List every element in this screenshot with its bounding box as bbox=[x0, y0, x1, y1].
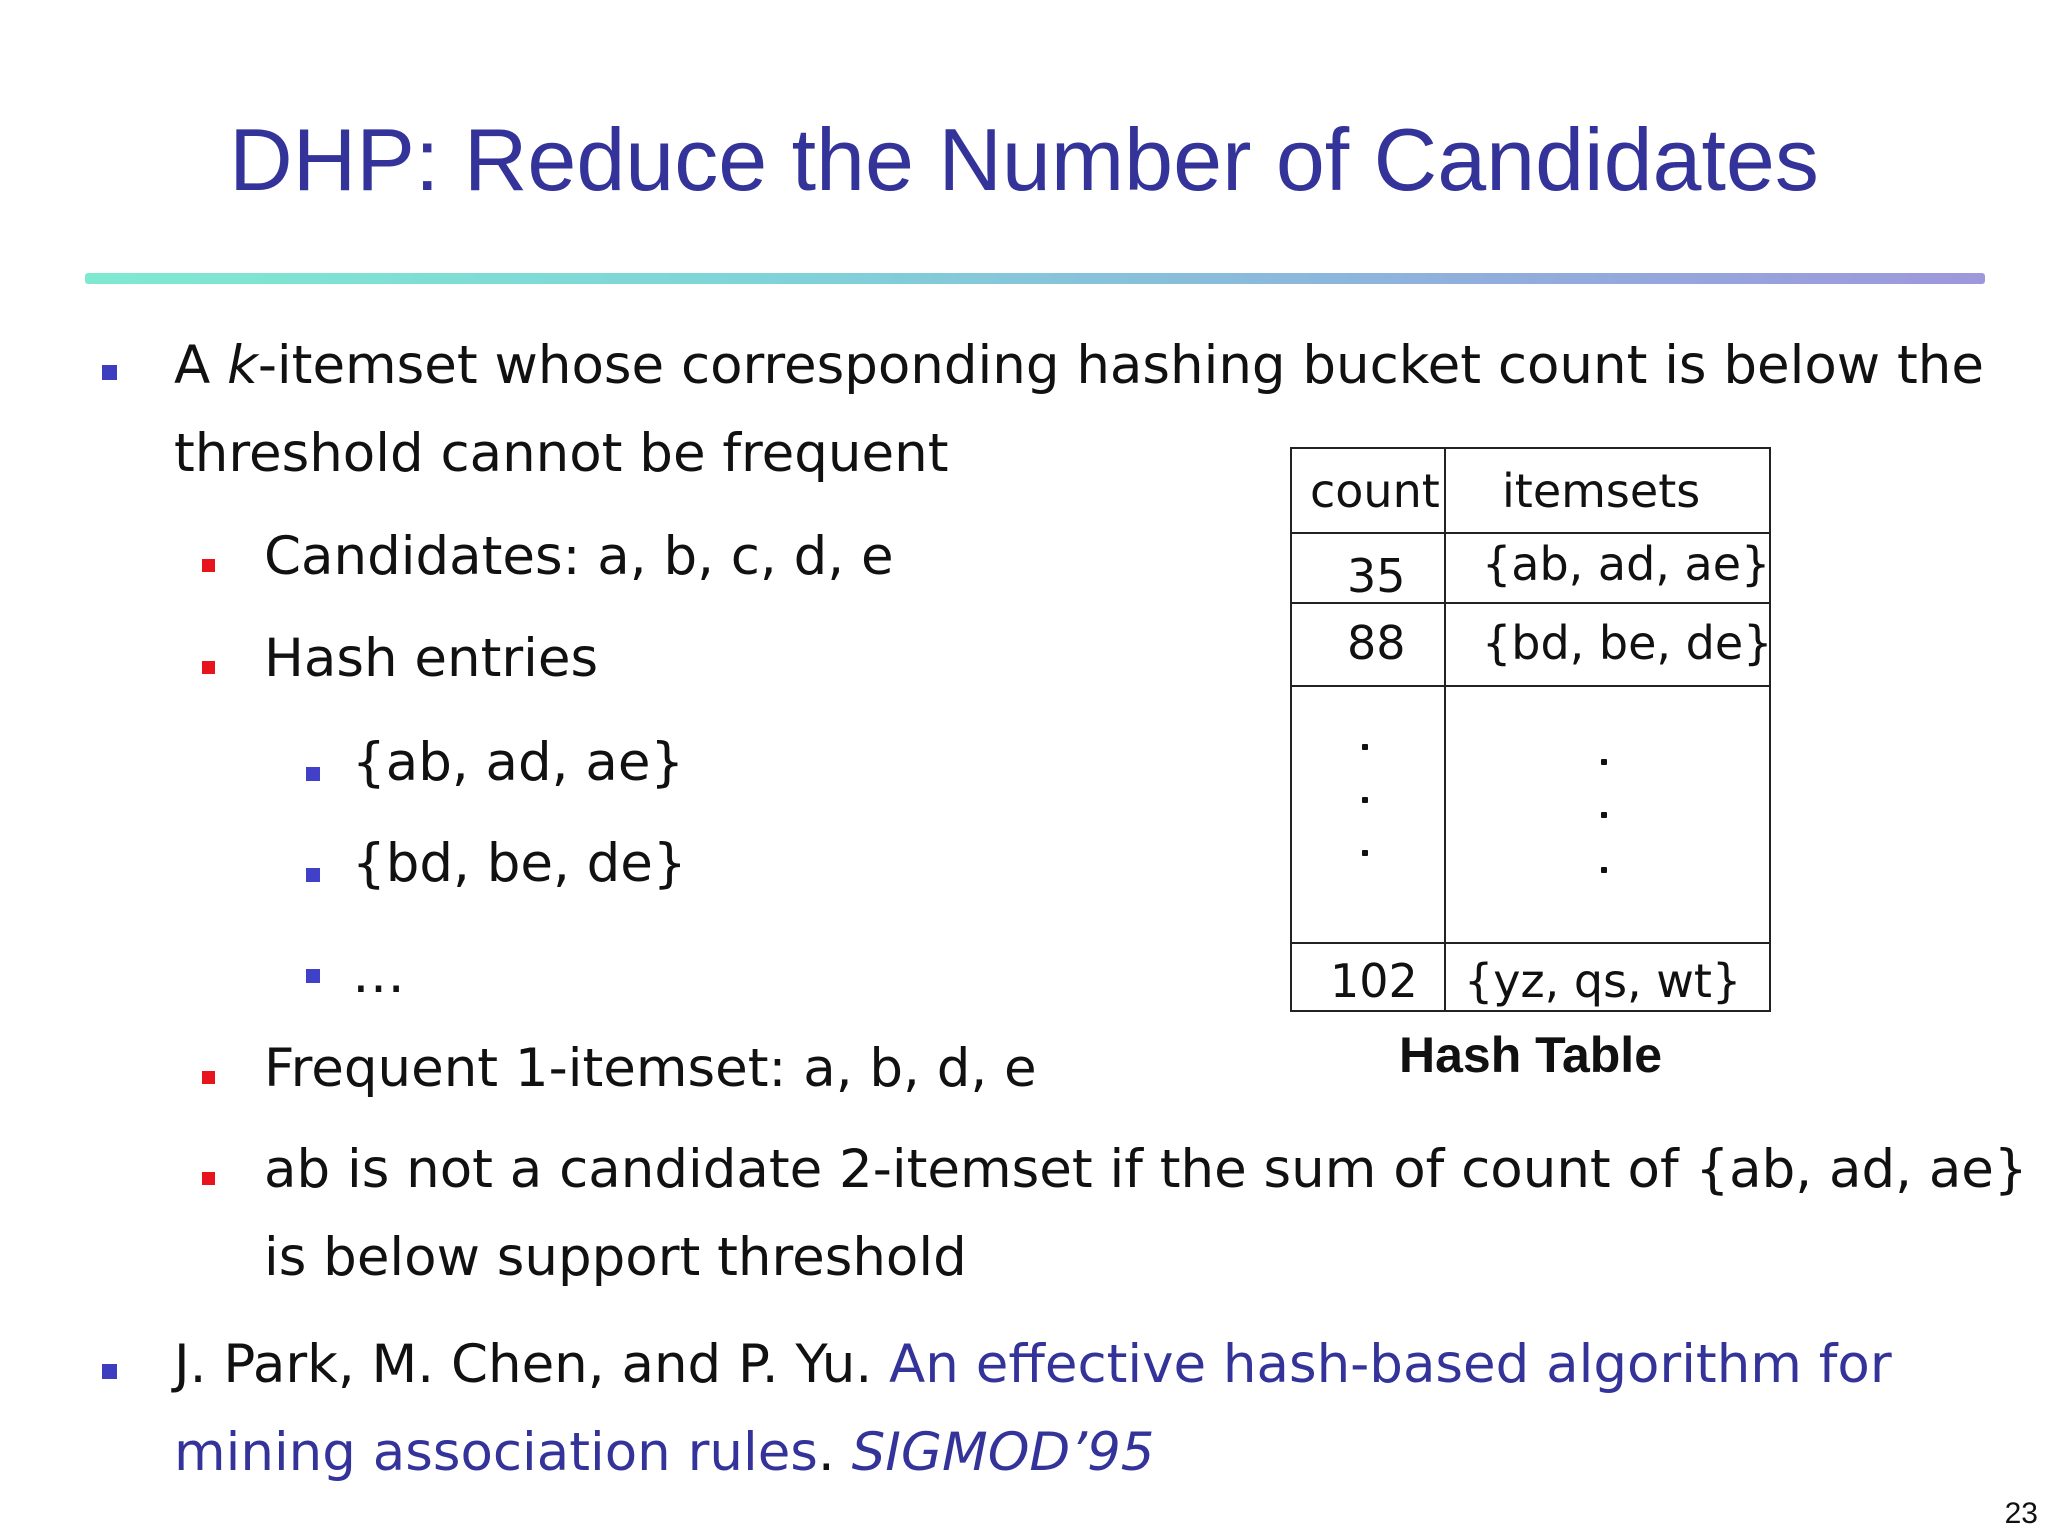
hash-entry-1: {ab, ad, ae} bbox=[352, 732, 685, 793]
table-row-2-count: 88 bbox=[1347, 616, 1406, 670]
reference-title-link-cont[interactable]: mining association rules bbox=[174, 1422, 818, 1483]
hash-entry-2: {bd, be, de} bbox=[352, 833, 687, 894]
sub-bullet-icon bbox=[202, 1172, 215, 1185]
bullet-1-prefix: A bbox=[174, 335, 228, 396]
bullet-1-line-1 bbox=[174, 334, 1984, 398]
table-header-itemsets: itemsets bbox=[1502, 464, 1701, 518]
reference-title-link[interactable]: An effective hash-based algorithm for bbox=[889, 1334, 1892, 1395]
ellipsis-dot bbox=[1601, 867, 1607, 873]
hash-table-caption: Hash Table bbox=[1398, 1027, 1663, 1083]
ellipsis-dot bbox=[1362, 797, 1368, 803]
sub-sub-bullet-icon bbox=[306, 868, 320, 882]
sub-bullet-icon bbox=[202, 661, 215, 674]
reference-authors: J. Park, M. Chen, and P. Yu. bbox=[174, 1334, 890, 1395]
title-divider bbox=[85, 273, 1985, 284]
ellipsis-dot bbox=[1362, 850, 1368, 856]
hash-entries-text: Hash entries bbox=[264, 628, 599, 689]
table-row-1-count: 35 bbox=[1347, 549, 1406, 603]
ab-candidate-line-2: is below support threshold bbox=[264, 1227, 967, 1288]
reference-period: . bbox=[817, 1422, 852, 1483]
bullet-1-text: -itemset whose corresponding hashing bucket count is below the bbox=[257, 335, 1984, 396]
ab-candidate-line-1: ab is not a candidate 2-itemset if the sum of count of {ab, ad, ae} bbox=[264, 1139, 2028, 1200]
table-row-1-itemsets: {ab, ad, ae} bbox=[1482, 537, 1771, 591]
table-row-3-itemsets: {yz, qs, wt} bbox=[1464, 954, 1742, 1008]
reference-line-1 bbox=[174, 1333, 1892, 1397]
bullet-square-icon bbox=[102, 1364, 117, 1379]
slide-title: DHP: Reduce the Number of Candidates bbox=[229, 110, 1819, 209]
table-row-3-count: 102 bbox=[1330, 954, 1418, 1008]
candidates-text: Candidates: a, b, c, d, e bbox=[264, 526, 894, 587]
table-row-2-itemsets: {bd, be, de} bbox=[1482, 616, 1773, 670]
sub-sub-bullet-icon bbox=[306, 969, 320, 983]
reference-venue: SIGMOD’95 bbox=[851, 1422, 1155, 1483]
table-header-count: count bbox=[1310, 464, 1440, 518]
table-row-divider bbox=[1292, 532, 1769, 534]
page-number: 23 bbox=[2004, 1497, 2038, 1530]
ellipsis-dot bbox=[1362, 744, 1368, 750]
reference-line-2 bbox=[174, 1421, 1155, 1485]
table-row-divider bbox=[1292, 942, 1769, 944]
bullet-1-line-2: threshold cannot be frequent bbox=[174, 423, 949, 484]
frequent-itemset-text: Frequent 1-itemset: a, b, d, e bbox=[264, 1038, 1037, 1099]
sub-sub-bullet-icon bbox=[306, 767, 320, 781]
sub-bullet-icon bbox=[202, 1071, 215, 1084]
ellipsis-dot bbox=[1601, 812, 1607, 818]
bullet-1-k: k bbox=[227, 335, 258, 396]
bullet-square-icon bbox=[102, 365, 117, 380]
hash-table bbox=[1290, 447, 1771, 1012]
table-row-divider bbox=[1292, 685, 1769, 687]
hash-entry-ellipsis: … bbox=[352, 944, 405, 1005]
ellipsis-dot bbox=[1601, 759, 1607, 765]
sub-bullet-icon bbox=[202, 559, 215, 572]
